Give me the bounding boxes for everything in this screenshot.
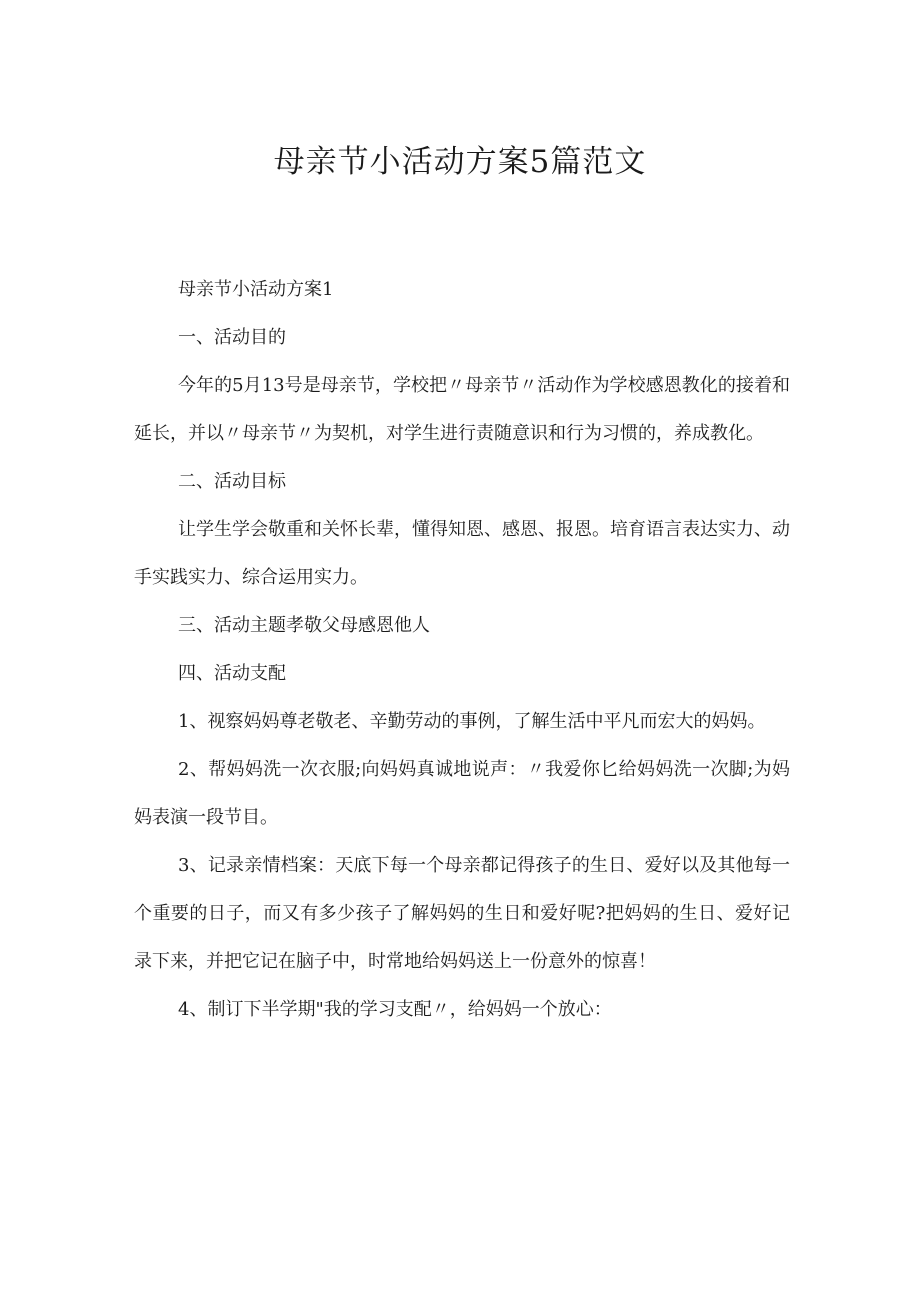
document-body	[134, 266, 790, 1034]
section-heading-plan-1: 母亲节小活动方案1	[178, 279, 334, 300]
list-item-1: 1、视察妈妈尊老敬老、辛勤劳动的事例，了解生活中平凡而宏大的妈妈。	[178, 711, 766, 732]
list-item-2: 2、帮妈妈洗一次衣服;向妈妈真诚地说声：〃我爱你匕给妈妈洗一次脚;为妈妈表演一段节目。	[134, 759, 790, 828]
section-heading-purpose: 一、活动目的	[178, 327, 286, 348]
section-heading-goals: 二、活动目标	[178, 471, 286, 492]
section-heading-theme: 三、活动主题孝敬父母感恩他人	[178, 615, 430, 636]
list-item-4: 4、制订下半学期"我的学习支配〃，给妈妈一个放心：	[178, 999, 612, 1020]
paragraph-purpose: 今年的5月13号是母亲节，学校把〃母亲节〃活动作为学校感恩教化的接着和延长，并以〃母亲节〃为契机，对学生进行责随意识和行为习惯的，养成教化。	[134, 375, 790, 444]
section-heading-arrangement: 四、活动支配	[178, 663, 286, 684]
document-title: 母亲节小活动方案5篇范文	[273, 144, 647, 180]
paragraph-goals: 让学生学会敬重和关怀长辈，懂得知恩、感恩、报恩。培育语言表达实力、动手实践实力、综合运用实力。	[134, 519, 790, 588]
list-item-3: 3、记录亲情档案：天底下每一个母亲都记得孩子的生日、爱好以及其他每一个重要的日子，而又有多少孩子了解妈妈的生日和爱好呢?把妈妈的生日、爱好记录下来，并把它记在脑子中，时常地给妈妈送上一份意外的惊喜！	[134, 855, 790, 972]
